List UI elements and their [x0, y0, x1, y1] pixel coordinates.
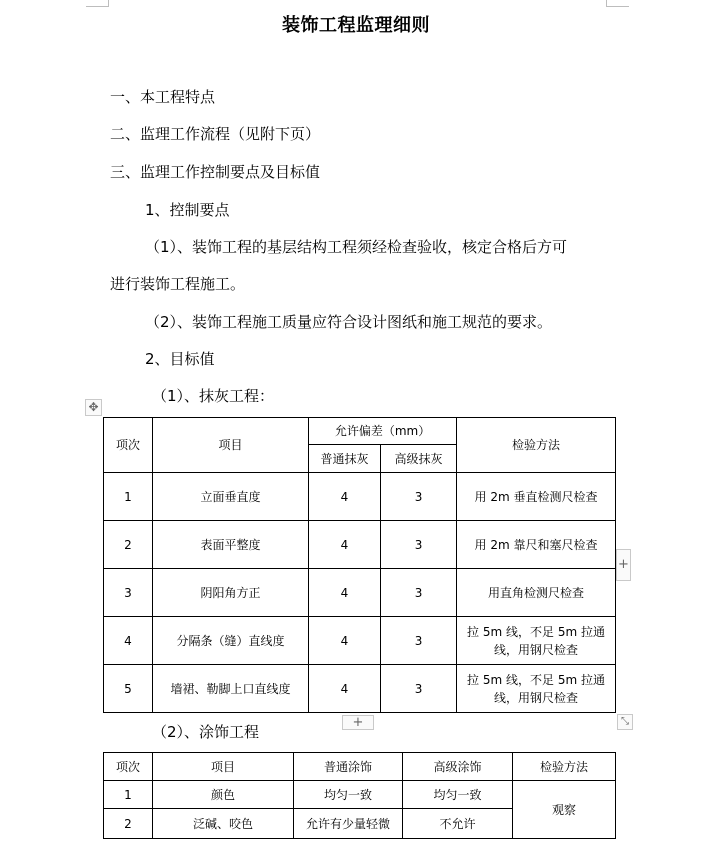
plaster-table — [103, 417, 616, 713]
subheading-control-points: 1、控制要点 — [145, 201, 230, 219]
section-heading-1: 一、本工程特点 — [110, 88, 216, 106]
header-index: 项次 — [104, 753, 153, 781]
cell-normal: 4 — [309, 665, 381, 713]
move-handle-icon[interactable]: ✥ — [85, 399, 102, 416]
cell-advanced: 不允许 — [403, 809, 513, 839]
table-row — [104, 473, 616, 521]
cell-normal: 4 — [309, 617, 381, 665]
cell-item: 泛碱、咬色 — [153, 809, 294, 839]
header-advanced: 高级涂饰 — [403, 753, 513, 781]
cell-method: 用 2m 靠尺和塞尺检查 — [457, 521, 616, 569]
cell-method: 用直角检测尺检查 — [457, 569, 616, 617]
cell-item: 颜色 — [153, 781, 294, 809]
cell-index: 1 — [104, 473, 153, 521]
document-title: 装饰工程监理细则 — [282, 15, 430, 36]
table-row — [104, 665, 616, 713]
cell-method: 用 2m 垂直检测尺检查 — [457, 473, 616, 521]
cell-method: 拉 5m 线，不足 5m 拉通线，用钢尺检查 — [457, 617, 616, 665]
cell-advanced: 3 — [381, 617, 457, 665]
cell-item: 墙裙、勒脚上口直线度 — [153, 665, 309, 713]
header-deviation: 允许偏差（mm） — [309, 418, 457, 445]
cell-item: 阴阳角方正 — [153, 569, 309, 617]
table-row — [104, 521, 616, 569]
cell-advanced: 3 — [381, 665, 457, 713]
section-heading-2: 二、监理工作流程（见附下页） — [110, 125, 321, 143]
cell-index: 1 — [104, 781, 153, 809]
header-advanced: 高级抹灰 — [381, 445, 457, 473]
cell-index: 2 — [104, 521, 153, 569]
resize-handle-icon[interactable]: ⤡ — [617, 714, 633, 730]
cell-index: 5 — [104, 665, 153, 713]
crop-mark-top-left — [86, 0, 109, 7]
header-normal: 普通涂饰 — [294, 753, 403, 781]
cell-advanced: 3 — [381, 569, 457, 617]
cell-method: 拉 5m 线，不足 5m 拉通线，用钢尺检查 — [457, 665, 616, 713]
header-item: 项目 — [153, 418, 309, 473]
table-row — [104, 617, 616, 665]
cell-index: 2 — [104, 809, 153, 839]
cell-normal: 4 — [309, 473, 381, 521]
cell-normal: 均匀一致 — [294, 781, 403, 809]
cell-index: 3 — [104, 569, 153, 617]
cell-advanced: 均匀一致 — [403, 781, 513, 809]
cell-item: 表面平整度 — [153, 521, 309, 569]
header-method: 检验方法 — [457, 418, 616, 473]
cell-normal: 4 — [309, 569, 381, 617]
header-index: 项次 — [104, 418, 153, 473]
label-coating-works: （2）、涂饰工程 — [152, 723, 260, 741]
paragraph-control-1: （1）、装饰工程的基层结构工程须经检查验收，核定合格后方可 — [145, 238, 568, 256]
cell-method-merged: 观察 — [513, 781, 616, 839]
cell-index: 4 — [104, 617, 153, 665]
cell-normal: 4 — [309, 521, 381, 569]
table-row — [104, 569, 616, 617]
cell-advanced: 3 — [381, 521, 457, 569]
table-row — [104, 781, 616, 809]
add-row-icon[interactable]: + — [342, 715, 374, 730]
paragraph-control-2: （2）、装饰工程施工质量应符合设计图纸和施工规范的要求。 — [145, 313, 553, 331]
subheading-target-values: 2、目标值 — [145, 350, 215, 368]
cell-advanced: 3 — [381, 473, 457, 521]
paragraph-control-1-continued: 进行装饰工程施工。 — [110, 275, 246, 293]
cell-item: 分隔条（缝）直线度 — [153, 617, 309, 665]
coating-table — [103, 752, 616, 839]
cell-item: 立面垂直度 — [153, 473, 309, 521]
crop-mark-top-right — [606, 0, 629, 7]
header-method: 检验方法 — [513, 753, 616, 781]
label-plaster-works: （1）、抹灰工程： — [152, 387, 275, 405]
add-column-icon[interactable]: + — [616, 549, 631, 581]
section-heading-3: 三、监理工作控制要点及目标值 — [110, 163, 321, 181]
cell-normal: 允许有少量轻微 — [294, 809, 403, 839]
header-item: 项目 — [153, 753, 294, 781]
header-normal: 普通抹灰 — [309, 445, 381, 473]
